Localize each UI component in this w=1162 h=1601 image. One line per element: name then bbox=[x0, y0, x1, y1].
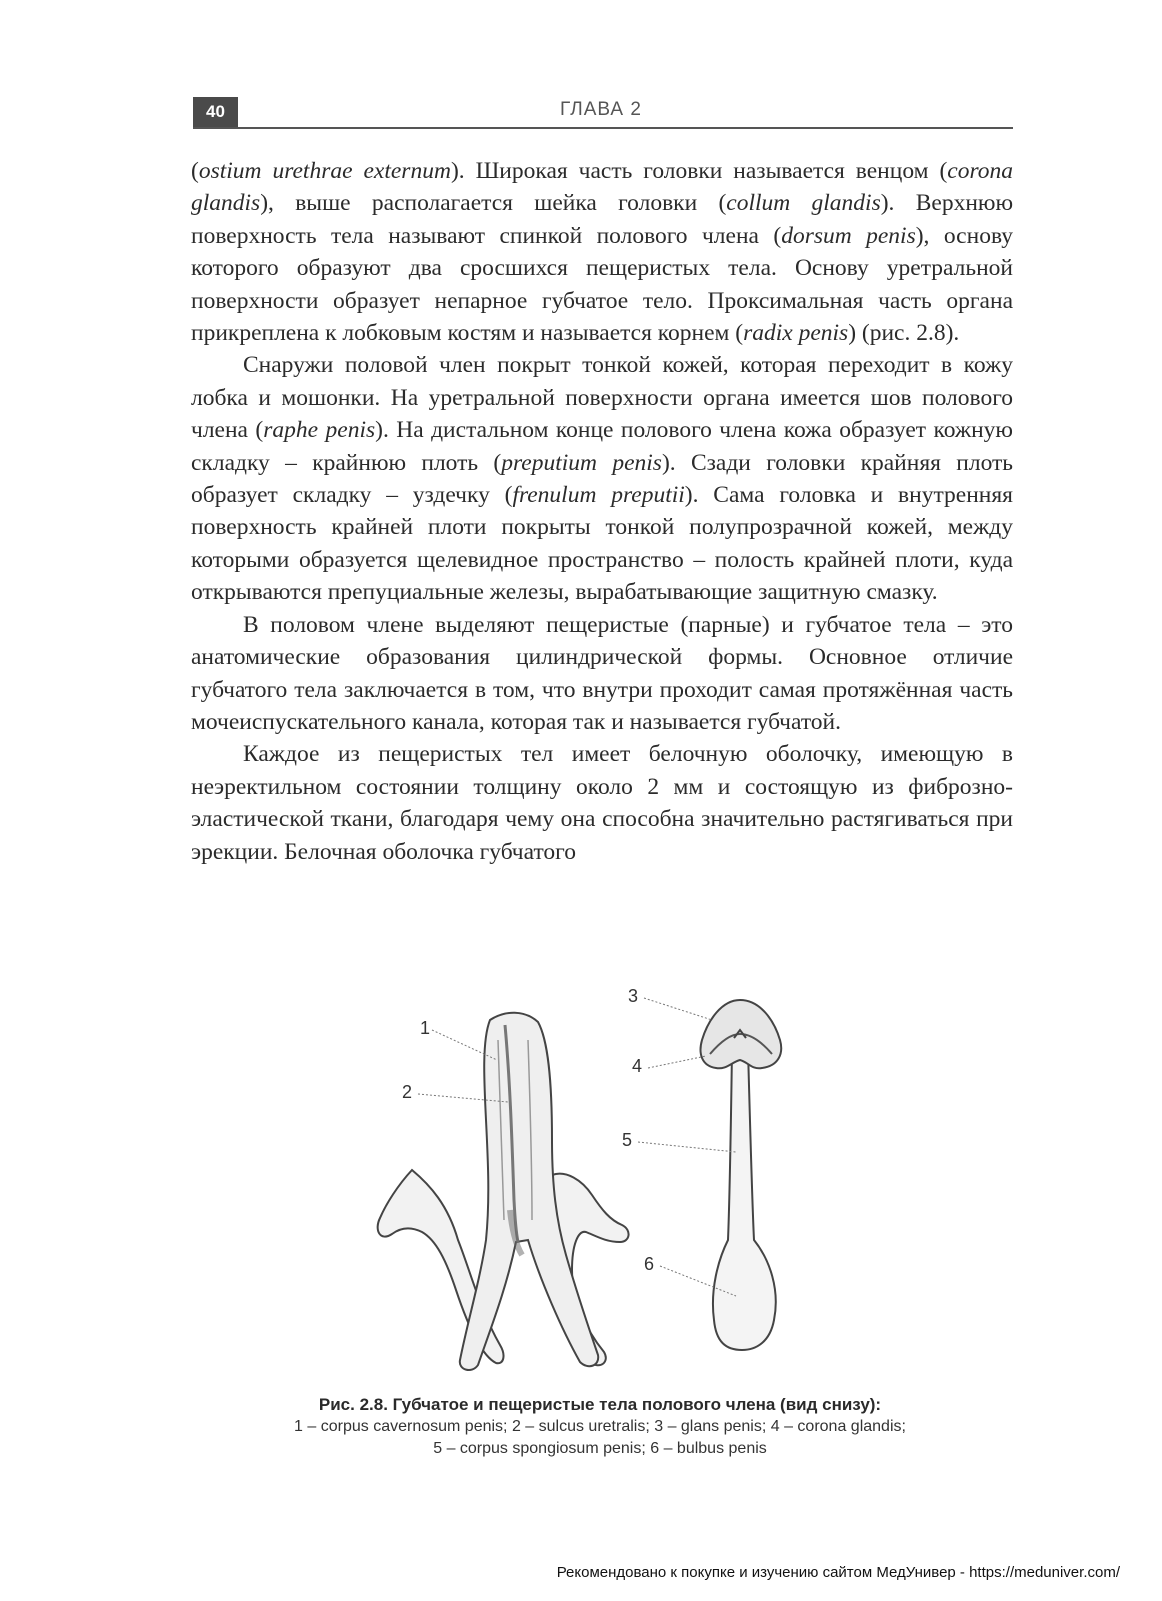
caption-title: Рис. 2.8. Губчатое и пещеристые тела полового члена (вид снизу): bbox=[318, 1395, 882, 1414]
caption-line-1: 1 – corpus cavernosum penis; 2 – sulcus uretralis; 3 – glans penis; 4 – corona glandis; bbox=[294, 1418, 906, 1435]
paragraph: В половом члене выделяют пещеристые (парные) и губчатое тела – это анатомические образования цилиндрической формы. Основное отличие губчатого тела заключается в том, что внутри проходит самая протяжённая часть мочеиспускательного канала, которая так и называется губчатой. bbox=[191, 611, 1013, 735]
label-6: 6 bbox=[644, 1254, 655, 1274]
body-text bbox=[191, 155, 1013, 868]
page-number: 40 bbox=[193, 97, 238, 127]
label-5: 5 bbox=[622, 1130, 633, 1150]
figure-caption bbox=[200, 1394, 1000, 1460]
paragraph: Снаружи половой член покрыт тонкой кожей, которая переходит в кожу лобка и мошонки. На уретральной поверхности органа имеется шов полового члена (raphe penis). На дистальном конце полового члена кожа образует кожную складку – крайнюю плоть (preputium penis). Сзади головки крайняя плоть образует складку – уздечку (frenulum preputii). Сама головка и внутренняя поверхность крайней плоти покрыты тонкой полупрозрачной кожей, между которыми образуется щелевидное пространство – полость крайней плоти, куда открываются препуциальные железы, вырабатывающие защитную смазку. bbox=[191, 352, 1014, 606]
paragraph: (ostium urethrae externum). Широкая часть головки называется венцом (corona glandis), выше располагается шейка головки (collum glandis). Верхнюю поверхность тела называют спинкой полового члена (dorsum penis), основу которого образуют два сросшихся пещеристых тела. Основу уретральной поверхности образует непарное губчатое тело. Проксимальная часть органа прикреплена к лобковым костям и называется корнем (radix penis) (рис. 2.8). bbox=[191, 158, 1014, 347]
chapter-title: ГЛАВА 2 bbox=[560, 99, 642, 120]
caption-line-2: 5 – corpus spongiosum penis; 6 – bulbus penis bbox=[433, 1440, 767, 1457]
figure-2-8 bbox=[0, 970, 1162, 1390]
label-2: 2 bbox=[402, 1082, 413, 1102]
label-1: 1 bbox=[420, 1018, 431, 1038]
label-4: 4 bbox=[632, 1056, 643, 1076]
corpora-cavernosa-drawing bbox=[378, 1013, 629, 1370]
anatomy-illustration bbox=[0, 970, 1162, 1390]
label-3: 3 bbox=[628, 986, 639, 1006]
header-divider bbox=[193, 127, 1013, 129]
corpus-spongiosum-drawing bbox=[701, 1000, 782, 1350]
footer-note: Рекомендовано к покупке и изучению сайтом МедУнивер - https://meduniver.com/ bbox=[556, 1564, 1120, 1581]
paragraph: Каждое из пещеристых тел имеет белочную оболочку, имеющую в неэректильном состоянии толщину около 2 мм и состоящую из фиброзно-эластической ткани, благодаря чему она способна значительно растягиваться при эрекции. Белочная оболочка губчатого bbox=[191, 741, 1013, 865]
